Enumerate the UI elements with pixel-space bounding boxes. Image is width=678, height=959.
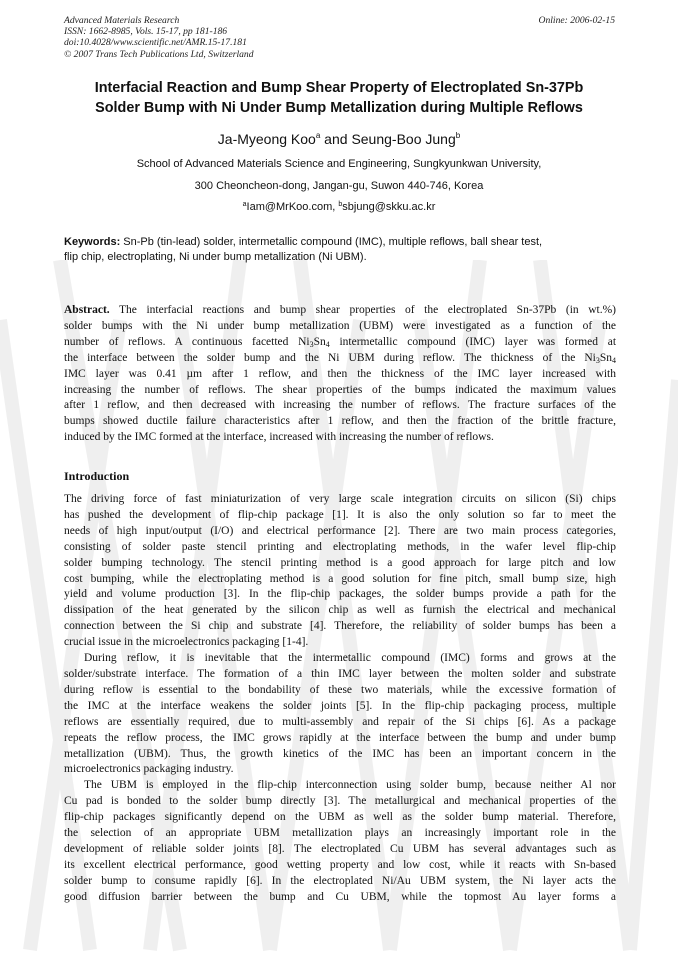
email-b-mark: b: [338, 201, 343, 208]
abstract: [64, 303, 616, 446]
author-1-mark: a: [315, 131, 321, 140]
intro-line: flip-chip packages significantly depend on the UBM as well as the solder bump material. Therefore,: [64, 811, 616, 824]
doi: doi:10.4028/www.scientific.net/AMR.15-17.181: [64, 37, 247, 49]
paper-title: [40, 79, 638, 118]
abstract-label: Abstract.: [64, 304, 110, 316]
copyright: © 2007 Trans Tech Publications Ltd, Switzerland: [64, 48, 254, 60]
intro-line: crucial issue in the microelectronics packaging [1-4].: [64, 636, 309, 649]
intro-line: metallization (UBM). Thus, the growth kinetics of the IMC has been an important concern in the: [64, 747, 616, 760]
keywords-label: Keywords:: [64, 236, 121, 248]
intro-line: has pushed the development of flip-chip package [1]. It is also the only solution so far to meet the: [64, 508, 616, 521]
intro-line: solder bump to consume rapidly [6]. In the electroplated Ni/Au UBM system, the Ni layer acts the: [64, 874, 616, 887]
author-and: and: [320, 131, 352, 147]
intro-line: cost bumping, while the electroplating method is a good solution for fine pitch, small bump size, high: [64, 572, 616, 585]
title-line-1: Interfacial Reaction and Bump Shear Property of Electroplated Sn-37Pb: [94, 80, 584, 96]
intro-line: The driving force of fast miniaturization of very large scale integration circuits on silicon (Si) chips: [64, 493, 616, 505]
affiliation-line-2: 300 Cheoncheon-dong, Jangan-gu, Suwon 440-746, Korea: [194, 180, 484, 192]
affiliation-line-1: School of Advanced Materials Science and Engineering, Sungkyunkwan University,: [136, 158, 542, 170]
issn-volume: ISSN: 1662-8985, Vols. 15-17, pp 181-186: [64, 26, 228, 38]
intro-line: repeats the reflow process, the IMC grows rapidly at the interface between the bump and under bump: [64, 731, 616, 744]
keywords-line-1: Sn-Pb (tin-lead) solder, intermetallic compound (IMC), multiple reflows, ball shear test,: [120, 236, 543, 248]
abstract-line: number of reflows. A continuous facetted $Ni_3Sn_4$ intermetallic compound (IMC) layer was formed at: [64, 335, 617, 349]
intro-line: Cu pad is bonded to the solder bump directly [3]. The metallurgical and mechanical properties of the: [64, 795, 616, 808]
intro-line: the selection of an appropriate UBM metallization plays an increasingly important role in the: [64, 827, 616, 840]
intro-line: dissipation of the heat generated by the silicon chip as well as furnish the electrical and mechanical: [64, 604, 616, 617]
intro-line: The UBM is employed in the flip-chip interconnection using solder bump, because neither Al nor: [84, 779, 616, 792]
title-line-2: Solder Bump with Ni Under Bump Metallization during Multiple Reflows: [95, 99, 583, 116]
intro-line: needs of high input/output (I/O) and electrical performance [2]. There are two main process categories,: [64, 524, 616, 537]
abstract-line: the interface between the solder bump and the Ni UBM during reflow. The thickness of the $Ni_3Sn_4$: [64, 351, 616, 365]
intro-line: yield and volume production [3]. In the flip-chip packages, the solder bumps provide a path for the: [64, 588, 616, 601]
intro-line: microelectronics packaging industry.: [64, 763, 234, 776]
intro-line: development of reliable solder joints [8]. The electroplated Cu UBM has several advantages such as: [64, 842, 616, 855]
abstract-line: induced by the IMC formed at the interface, increased with increasing the number of reflows.: [64, 431, 494, 444]
intro-line: the IMC at the interface weakens the solder joints [5]. In the flip-chip packaging process, multiple: [64, 699, 616, 712]
intro-line: connection between the Si chip and substrate [4]. Therefore, the reliability of solder bumps has been a: [64, 620, 616, 633]
intro-line: good diffusion barrier between the bump and Cu UBM, while the topmost Au layer forms a: [64, 890, 616, 903]
abstract-line: IMC layer was 0.41 µm after 1 reflow, and then the thickness of the IMC layer increased with: [64, 367, 616, 380]
email-b: sbjung@skku.ac.kr: [342, 201, 436, 213]
intro-line: consisting of solder paste stencil printing and electroplating methods, in the wafer level flip-chip: [64, 540, 616, 553]
intro-line: during reflow is essential to the bondability of these two materials, while the excessive formation of: [64, 683, 616, 696]
author-1: Ja-Myeong Koo: [217, 131, 316, 147]
author-2: Seung-Boo Jung: [351, 131, 456, 147]
intro-line: reflows are essentially required, due to multi-assembly and repair of the Si chips [6]. As a package: [64, 715, 616, 728]
abstract-line: The interfacial reactions and bump shear properties of the electroplated Sn-37Pb (in wt.%): [109, 304, 616, 316]
keywords-line-2: flip chip, electroplating, Ni under bump metallization (Ni UBM).: [64, 251, 367, 263]
intro-line: During reflow, it is inevitable that the intermetallic compound (IMC) forms and grows at the: [84, 652, 616, 665]
author-2-mark: b: [455, 131, 461, 140]
introduction-text: [64, 492, 616, 906]
abstract-line: bumps showed ductile failure characteristics after 1 reflow, and then the fraction of the brittle fracture,: [64, 415, 616, 428]
intro-line: its excellent electrical performance, good wetting property and low cost, while it reacts with Sn-based: [64, 858, 616, 871]
keywords: [64, 235, 616, 265]
author-emails: [40, 200, 638, 214]
section-heading-introduction: Introduction: [64, 469, 130, 483]
abstract-line: after 1 reflow, and then decreased with increasing the number of reflows. The fracture surfaces of the: [64, 399, 616, 412]
email-a: Iam@MrKoo.com,: [246, 201, 339, 213]
abstract-line: solder bumps with the Ni under bump metallization (UBM) were investigated as a function of the: [64, 319, 616, 332]
intro-line: solder bumping technology. The stencil printing method is a good approach for large pitch and low: [64, 556, 616, 569]
online-date: Online: 2006-02-15: [538, 15, 615, 26]
author-list: [40, 130, 638, 148]
intro-line: solder/substrate interface. The formation of a thin IMC layer between the molten solder and substrate: [64, 667, 616, 680]
abstract-line: increasing the number of reflows. The shear properties of the bumps indicated the maximum values: [64, 383, 616, 396]
journal-name: Advanced Materials Research: [64, 15, 180, 26]
publication-info: [64, 15, 464, 60]
email-a-mark: a: [242, 201, 247, 208]
